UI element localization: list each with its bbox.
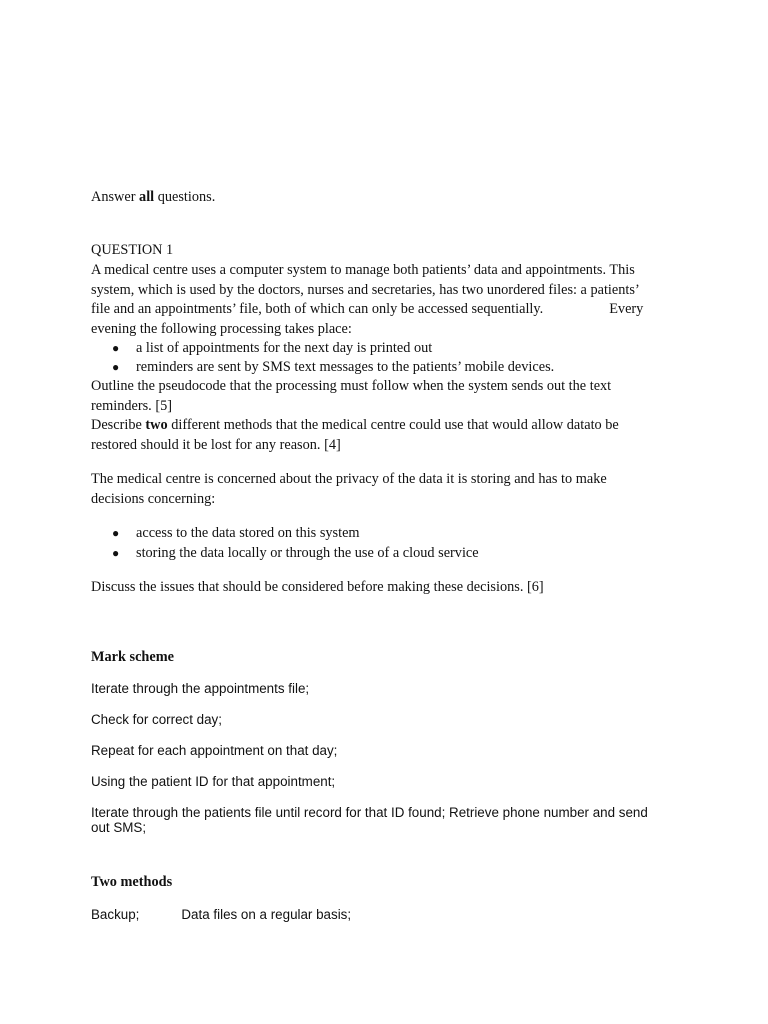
question-paragraph [91,261,691,339]
mark-scheme-item: Using the patient ID for that appointment; [91,774,336,789]
paragraph-line: Iterate through the patients file until record for that ID found; Retrieve phone number and send [91,805,648,820]
bullet-icon: ● [112,341,120,355]
mark-scheme-heading [91,648,681,668]
bullet-icon: ● [112,526,120,540]
paragraph-line: out SMS; [91,820,147,835]
heading-text: Two methods [91,874,173,890]
paragraph-line: system, which is used by the doctors, nurses and secretaries, has two unordered files: a patients’ [91,281,640,298]
heading-text: Mark scheme [91,649,174,665]
list-item-text: access to the data stored on this system [136,525,360,541]
paragraph-line: evening the following processing takes place: [91,320,352,337]
list-item-text: reminders are sent by SMS text messages to the patients’ mobile devices. [136,359,555,375]
method-label: Backup; [91,907,140,922]
instructions-emphasis: all [139,189,155,205]
list-item-text: a list of appointments for the next day is printed out [136,340,433,356]
paragraph-line-part: Every [609,301,644,317]
question-heading: QUESTION 1 [91,242,174,258]
mark-scheme-item: Repeat for each appointment on that day; [91,743,338,758]
bullet-icon: ● [112,546,120,560]
paragraph-line: reminders. [5] [91,397,172,414]
discuss-task: Discuss the issues that should be considered before making these decisions. [6] [91,579,544,595]
paragraph-line: Outline the pseudocode that the processing must follow when the system sends out the text [91,378,612,394]
paragraph-line-part: different methods that the medical centre could use that would allow datato be [167,417,619,433]
paragraph-line-part: file and an appointments’ file, both of which can only be accessed sequentially. [91,301,544,317]
paragraph-line: decisions concerning: [91,490,216,507]
paragraph-line: restored should it be lost for any reason. [4] [91,436,341,453]
mark-scheme-item: Iterate through the appointments file; [91,681,310,696]
bullet-icon: ● [112,360,120,374]
method-detail: Data files on a regular basis; [181,907,352,922]
describe-task [91,416,691,455]
mark-scheme-item: Check for correct day; [91,712,222,727]
paragraph-line: The medical centre is concerned about the privacy of the data it is storing and has to make [91,471,607,487]
two-methods-heading [91,873,681,893]
outline-task [91,377,691,416]
instructions-text-end: questions. [154,189,216,205]
paragraph-line-part: Describe [91,417,146,433]
privacy-paragraph [91,470,691,509]
list-item-text: storing the data locally or through the use of a cloud service [136,545,479,561]
paragraph-line [91,300,691,320]
paragraph-line [91,416,691,436]
two-methods-row [91,907,681,922]
paragraph-emphasis: two [145,417,168,433]
mark-scheme-item [91,805,691,835]
paragraph-line: A medical centre uses a computer system to manage both patients’ data and appointments. This [91,262,635,278]
instructions [91,188,681,208]
instructions-text: Answer [91,189,140,205]
